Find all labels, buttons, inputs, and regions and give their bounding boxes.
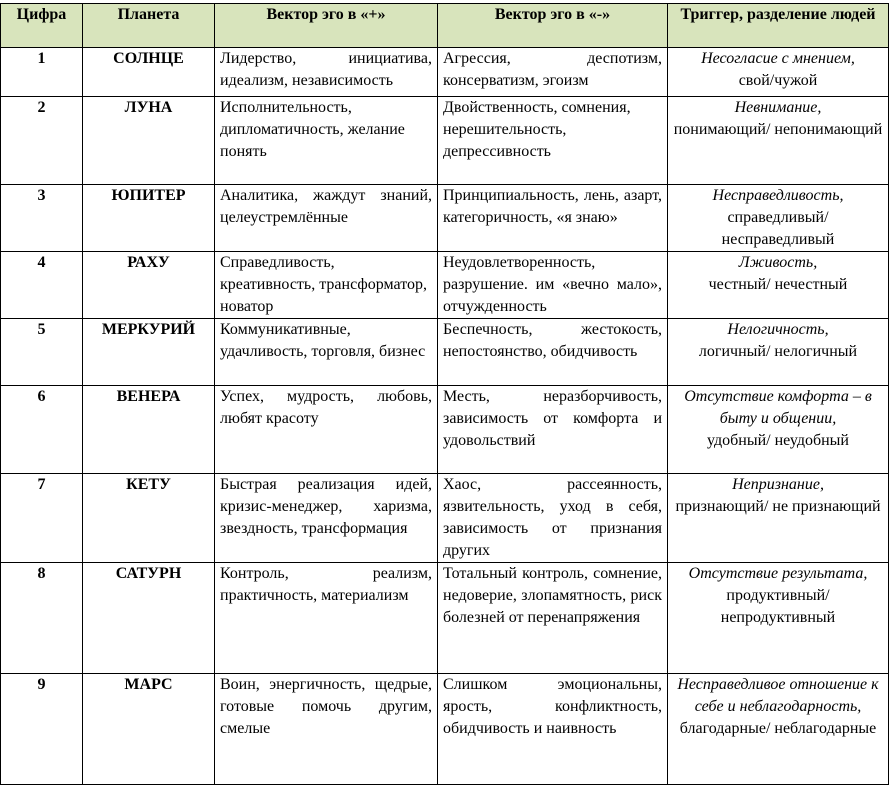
trigger-cell [668, 474, 889, 563]
minus-vector-cell: Хаос, рассеянность, язвительность, уход в себя, зависимость от признания других [438, 474, 668, 563]
plus-vector-cell: Воин, энергичность, щедрые, готовые помочь другим, смелые [215, 674, 438, 785]
trigger-italic: Несогласие с мнением, [701, 50, 855, 67]
digit-cell: 7 [1, 474, 83, 563]
minus-vector-cell: Агрессия, деспотизм, консерватизм, эгоизм [438, 48, 668, 97]
trigger-italic: Отсутствие результата, [688, 565, 868, 582]
header-digit: Цифра [1, 4, 83, 48]
digit-cell: 9 [1, 674, 83, 785]
trigger-split: логичный/ нелогичный [698, 343, 858, 360]
digit-cell: 3 [1, 185, 83, 252]
digit-cell: 4 [1, 252, 83, 319]
trigger-split: справедливый/ несправедливый [721, 209, 835, 248]
digit-cell: 6 [1, 386, 83, 474]
plus-vector-cell: Лидерство, инициатива, идеализм, независимость [215, 48, 438, 97]
table-row [1, 97, 889, 185]
digit-cell: 2 [1, 97, 83, 185]
trigger-split: понимающий/ непонимающий [673, 121, 883, 138]
plus-vector-cell: Коммуникативные, удачливость, торговля, бизнес [215, 319, 438, 386]
minus-vector-cell: Месть, неразборчивость, зависимость от комфорта и удовольствий [438, 386, 668, 474]
trigger-cell [668, 185, 889, 252]
planet-cell: МЕРКУРИЙ [83, 319, 215, 386]
minus-vector-cell: Двойственность, сомнения, нерешительность, депрессивность [438, 97, 668, 185]
trigger-italic: Невнимание, [734, 99, 822, 116]
minus-vector-cell: Тотальный контроль, сомнение, недоверие, злопамятность, риск болезней от перенапряжения [438, 563, 668, 674]
header-planet: Планета [83, 4, 215, 48]
planet-cell: МАРС [83, 674, 215, 785]
trigger-italic: Нелогичность, [727, 321, 829, 338]
trigger-italic: Отсутствие комфорта – в быту и общении, [684, 388, 872, 427]
plus-vector-cell: Успех, мудрость, любовь, любят красоту [215, 386, 438, 474]
digit-cell: 1 [1, 48, 83, 97]
trigger-split: признающий/ не признающий [675, 498, 881, 515]
trigger-cell [668, 319, 889, 386]
table-row [1, 674, 889, 785]
minus-vector-cell: Принципиальность, лень, азарт, категоричность, «я знаю» [438, 185, 668, 252]
trigger-cell [668, 252, 889, 319]
trigger-italic: Несправедливость, [712, 187, 844, 204]
header-trigger: Триггер, разделение людей [668, 4, 889, 48]
trigger-cell [668, 97, 889, 185]
minus-vector-cell: Слишком эмоциональны, ярость, конфликтность, обидчивость и наивность [438, 674, 668, 785]
header-vector-minus: Вектор эго в «-» [438, 4, 668, 48]
table-body [1, 48, 889, 785]
minus-vector-cell: Неудовлетворенность, разрушение. им «вечно мало», отчужденность [438, 252, 668, 319]
planet-cell: ЛУНА [83, 97, 215, 185]
table-row [1, 48, 889, 97]
table-row [1, 252, 889, 319]
table-row [1, 563, 889, 674]
plus-vector-cell: Контроль, реализм, практичность, материализм [215, 563, 438, 674]
trigger-split: удобный/ неудобный [706, 432, 849, 449]
digit-cell: 5 [1, 319, 83, 386]
planet-cell: РАХУ [83, 252, 215, 319]
plus-vector-cell: Справедливость, креативность, трансформатор, новатор [215, 252, 438, 319]
trigger-split: продуктивный/ непродуктивный [720, 587, 836, 626]
trigger-cell [668, 48, 889, 97]
plus-vector-cell: Аналитика, жаждут знаний, целеустремлённые [215, 185, 438, 252]
trigger-split: благодарные/ неблагодарные [679, 720, 877, 737]
planet-cell: САТУРН [83, 563, 215, 674]
trigger-italic: Непризнание, [732, 476, 824, 493]
minus-vector-cell: Беспечность, жестокость, непостоянство, обидчивость [438, 319, 668, 386]
trigger-italic: Лживость, [738, 254, 818, 271]
trigger-split: честный/ нечестный [708, 276, 848, 293]
trigger-cell [668, 674, 889, 785]
plus-vector-cell: Быстрая реализация идей, кризис-менеджер, харизма, звездность, трансформация [215, 474, 438, 563]
table-row [1, 185, 889, 252]
plus-vector-cell: Исполнительность, дипломатичность, желание понять [215, 97, 438, 185]
table-row [1, 474, 889, 563]
planets-table [0, 3, 889, 785]
planet-cell: ВЕНЕРА [83, 386, 215, 474]
digit-cell: 8 [1, 563, 83, 674]
header-vector-plus: Вектор эго в «+» [215, 4, 438, 48]
table-row [1, 319, 889, 386]
trigger-italic: Несправедливое отношение к себе и неблагодарность, [677, 676, 879, 715]
planet-cell: СОЛНЦЕ [83, 48, 215, 97]
planet-cell: КЕТУ [83, 474, 215, 563]
planet-cell: ЮПИТЕР [83, 185, 215, 252]
trigger-split: свой/чужой [738, 72, 818, 89]
table-header [1, 4, 889, 48]
trigger-cell [668, 386, 889, 474]
table-row [1, 386, 889, 474]
trigger-cell [668, 563, 889, 674]
